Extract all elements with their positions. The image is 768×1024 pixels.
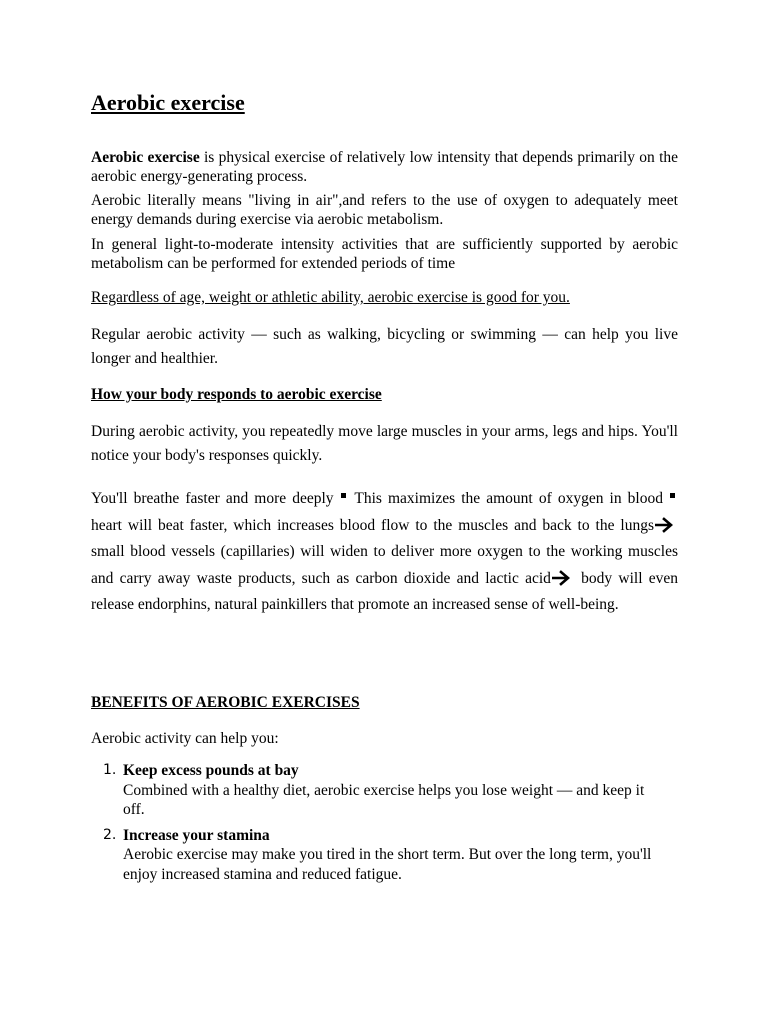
response-capillaries: small blood vessels (capillaries) will widen to deliver more oxygen to the working muscles and carry away waste products, such as carbon dioxide and lactic acid — [91, 543, 678, 587]
regardless-statement: Regardless of age, weight or athletic ability, aerobic exercise is good for you. — [91, 289, 570, 306]
list-item-number: 1. — [103, 762, 117, 778]
list-item-body: Aerobic exercise may make you tired in the short term. But over the long term, you'll enjoy increased stamina and reduced fatigue. — [123, 846, 652, 883]
list-item-number: 2. — [103, 826, 117, 843]
right-arrow-icon — [552, 570, 572, 586]
list-item-body: Combined with a healthy diet, aerobic exercise helps you lose weight — and keep it off. — [123, 781, 645, 818]
regular-activity-paragraph: Regular aerobic activity — such as walking, bicycling or swimming — can help you live longer and healthier. — [91, 326, 678, 367]
intro-paragraph — [91, 148, 678, 186]
list-item — [91, 826, 678, 885]
square-bullet-icon — [341, 493, 346, 498]
page-title: Aerobic exercise — [91, 90, 245, 115]
benefits-list — [91, 761, 678, 884]
response-oxygen: This maximizes the amount of oxygen in blood — [354, 490, 663, 507]
general-paragraph: In general light-to-moderate intensity activities that are sufficiently supported by aerobic metabolism can be performed for extended periods of time — [91, 236, 678, 272]
response-breathing: You'll breathe faster and more deeply — [91, 490, 334, 507]
response-endorphins: body will even release endorphins, natural painkillers that promote an increased sense of well-being. — [91, 569, 679, 613]
intro-definition: is physical exercise of relatively low intensity that depends primarily on the aerobic energy-generating process. — [91, 149, 679, 185]
benefits-intro: Aerobic activity can help you: — [91, 730, 279, 747]
body-response-heading: How your body responds to aerobic exercise — [91, 386, 382, 403]
square-bullet-icon — [670, 493, 675, 498]
body-responses-paragraph — [91, 486, 678, 619]
list-item-title: Keep excess pounds at bay — [123, 762, 299, 779]
during-activity-paragraph: During aerobic activity, you repeatedly move large muscles in your arms, legs and hips. You'll notice your body's responses quickly. — [91, 423, 678, 464]
list-item — [91, 761, 678, 820]
intro-term: Aerobic exercise — [91, 149, 200, 166]
list-item-title: Increase your stamina — [123, 826, 270, 844]
benefits-heading: BENEFITS OF AEROBIC EXERCISES — [91, 694, 360, 711]
right-arrow-icon — [655, 517, 675, 533]
response-heart: heart will beat faster, which increases blood flow to the muscles and back to the lungs — [91, 516, 654, 534]
literal-meaning-paragraph: Aerobic literally means "living in air",and refers to the use of oxygen to adequately meet energy demands during exercise via aerobic metabolism. — [91, 192, 678, 228]
